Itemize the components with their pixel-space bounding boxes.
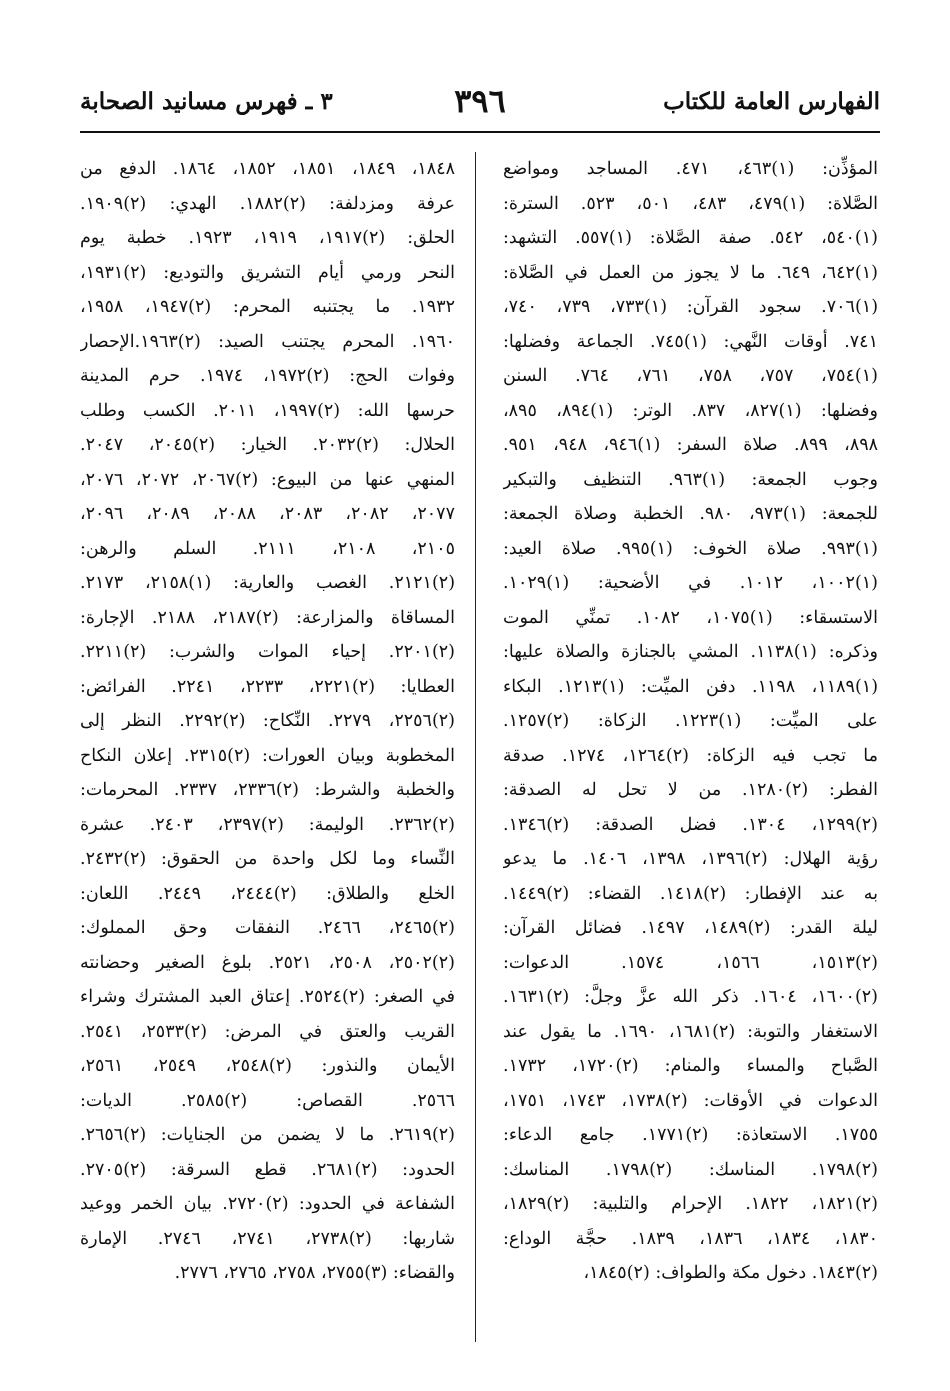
index-line: شاربها: (٢)٢٧٣٨، ٢٧٤١، ٢٧٤٦. الإمارة [80, 1228, 455, 1249]
index-line: للجمعة: (١)٩٧٣، ٩٨٠. الخطبة وصلاة الجمعة: [503, 504, 878, 524]
index-line: المؤذِّن: (١)٤٦٣، ٤٧١. المساجد ومواضع [503, 159, 878, 179]
index-line: الصَّلاة: (١)٤٧٩، ٤٨٣، ٥٠١، ٥٢٣. السترة: [503, 193, 878, 214]
index-line: (٢)٢٤٦٥، ٢٤٦٦. النفقات وحق المملوك: [80, 918, 455, 938]
header-rule [80, 131, 880, 133]
index-line: ١٧٥٥. الاستعاذة: (٢)١٧٧١. جامع الدعاء: [503, 1125, 878, 1145]
index-line: (١)١٠٠٢، ١٠١٢. في الأضحية: (١)١٠٢٩. [503, 573, 878, 593]
index-line: ١٨٣٠، ١٨٣٤، ١٨٣٦، ١٨٣٩. حجَّة الوداع: [503, 1228, 878, 1249]
index-line: الصَّباح والمساء والمنام: (٢)١٧٢٠، ١٧٣٢. [503, 1056, 878, 1076]
index-line: (٢)١٥١٣، ١٥٦٦، ١٥٧٤. الدعوات: [503, 952, 878, 973]
index-line: المنهي عنها من البيوع: (٢)٢٠٦٧، ٢٠٧٢، ٢٠٧٦، [80, 469, 455, 490]
index-line: به عند الإفطار: (٢)١٤١٨. القضاء: (٢)١٤٤٩. [503, 883, 878, 904]
index-line: ١٩٦٠. المحرم يجتنب الصيد: (٢)١٩٦٣.الإحصار [80, 331, 455, 352]
index-line: الاستسقاء: (١)١٠٧٥، ١٠٨٢. تمنِّي الموت [503, 607, 878, 628]
page-header [80, 84, 880, 126]
section-title: ٣ ـ فهرس مسانيد الصحابة [80, 88, 333, 115]
page-number: ٣٩٦ [454, 82, 506, 120]
index-line: وفوات الحج: (٢)١٩٧٢، ١٩٧٤. حرم المدينة [80, 366, 455, 386]
index-line: (٢)١٦٠٠، ١٦٠٤. ذكر الله عزَّ وجلَّ: (٢)١٦٣١. [503, 987, 878, 1007]
index-line: (٢)١٢٩٩، ١٣٠٤. فضل الصدقة: (٢)١٣٤٦. [503, 814, 878, 835]
index-line: ٢١٠٥، ٢١٠٨، ٢١١١. السلم والرهن: [80, 538, 455, 559]
index-line: ٧٤١. أوقات النَّهي: (١)٧٤٥. الجماعة وفضلها: [503, 331, 878, 352]
index-line: عرفة ومزدلفة: (٢)١٨٨٢. الهدي: (٢)١٩٠٩. [80, 193, 455, 214]
index-line: ٨٩٨، ٨٩٩. صلاة السفر: (١)٩٤٦، ٩٤٨، ٩٥١. [503, 435, 878, 455]
index-line: (٢)٢٥٠٢، ٢٥٠٨، ٢٥٢١. بلوغ الصغير وحضانته [80, 952, 455, 973]
index-line: على الميِّت: (١)١٢٢٣. الزكاة: (٢)١٢٥٧. [503, 711, 878, 731]
index-line: (١)٩٩٣. صلاة الخوف: (١)٩٩٥. صلاة العيد: [503, 538, 878, 559]
index-line: (٢)٢١٢١. الغصب والعارية: (١)٢١٥٨، ٢١٧٣. [80, 573, 455, 593]
index-line: ٢٥٦٦. القصاص: (٢)٢٥٨٥. الديات: [80, 1090, 455, 1111]
index-line: الشفاعة في الحدود: (٢)٢٧٢٠. بيان الخمر ووعيد [80, 1194, 455, 1214]
index-line: القريب والعتق في المرض: (٢)٢٥٣٣، ٢٥٤١. [80, 1021, 455, 1042]
index-line: النحر ورمي أيام التشريق والتوديع: (٢)١٩٣١، [80, 262, 455, 283]
index-line: الأيمان والنذور: (٢)٢٥٤٨، ٢٥٤٩، ٢٥٦١، [80, 1056, 455, 1076]
index-line: الاستغفار والتوبة: (٢)١٦٨١، ١٦٩٠. ما يقول عند [503, 1021, 878, 1042]
index-line: رؤية الهلال: (٢)١٣٩٦، ١٣٩٨، ١٤٠٦. ما يدعو [503, 849, 878, 869]
index-line: والقضاء: (٣)٢٧٥٥، ٢٧٥٨، ٢٧٦٥، ٢٧٧٦. [174, 1263, 455, 1283]
index-line: في الصغر: (٢)٢٥٢٤. إعتاق العبد المشترك وشراء [80, 987, 455, 1007]
index-line: الحدود: (٢)٢٦٨١. قطع السرقة: (٢)٢٧٠٥. [80, 1159, 455, 1180]
running-title: الفهارس العامة للكتاب [663, 88, 880, 115]
index-line: حرسها الله: (٢)١٩٩٧، ٢٠١١. الكسب وطلب [80, 400, 455, 421]
left-column [80, 152, 455, 1352]
index-line: الخلع والطلاق: (٢)٢٤٤٤، ٢٤٤٩. اللعان: [80, 883, 455, 904]
index-line: (١)٦٤٢، ٦٤٩. ما لا يجوز من العمل في الصَّلاة: [503, 262, 878, 283]
index-line: الحلق: (٢)١٩١٧، ١٩١٩، ١٩٢٣. خطبة يوم [80, 228, 455, 248]
index-line: المخطوبة وبيان العورات: (٢)٢٣١٥. إعلان النكاح [80, 745, 455, 766]
index-line: النِّساء وما لكل واحدة من الحقوق: (٢)٢٤٣٢. [80, 849, 455, 869]
index-line: (٢)١٨٢١، ١٨٢٢. الإحرام والتلبية: (٢)١٨٢٩، [503, 1194, 878, 1214]
index-line: (٢)٢٢٥٦، ٢٢٧٩. النِّكاح: (٢)٢٢٩٢. النظر إلى [80, 711, 455, 731]
index-line: العطايا: (٢)٢٢٢١، ٢٢٣٣، ٢٢٤١. الفرائض: [80, 676, 455, 697]
index-line: وجوب الجمعة: (١)٩٦٣. التنظيف والتبكير [503, 469, 878, 490]
index-line: ٢٠٧٧، ٢٠٨٢، ٢٠٨٣، ٢٠٨٨، ٢٠٨٩، ٢٠٩٦، [80, 504, 455, 524]
index-line: (٢)٢٦١٩. ما لا يضمن من الجنايات: (٢)٢٦٥٦. [80, 1125, 455, 1145]
index-line: والخطبة والشرط: (٢)٢٣٣٦، ٢٣٣٧. المحرمات: [80, 780, 455, 800]
index-line: وذكره: (١)١١٣٨. المشي بالجنازة والصلاة عليها: [503, 642, 878, 662]
index-line: (١)١١٨٩، ١١٩٨. دفن الميِّت: (١)١٢١٣. البكاء [503, 676, 878, 697]
column-divider [475, 152, 476, 1342]
index-line: ما تجب فيه الزكاة: (٢)١٢٦٤، ١٢٧٤. صدقة [503, 745, 878, 766]
index-line: (٢)٢٣٦٢. الوليمة: (٢)٢٣٩٧، ٢٤٠٣. عشرة [80, 814, 455, 835]
index-line: ١٨٤٨، ١٨٤٩، ١٨٥١، ١٨٥٢، ١٨٦٤. الدفع من [80, 159, 455, 179]
index-line: الحلال: (٢)٢٠٣٢. الخيار: (٢)٢٠٤٥، ٢٠٤٧. [80, 435, 455, 455]
index-line: الدعوات في الأوقات: (٢)١٧٣٨، ١٧٤٣، ١٧٥١، [503, 1090, 878, 1111]
right-column [503, 152, 878, 1352]
index-line: (١)٥٤٠، ٥٤٢. صفة الصَّلاة: (١)٥٥٧. التشهد: [503, 228, 878, 248]
index-line: (١)٧٠٦. سجود القرآن: (١)٧٣٣، ٧٣٩، ٧٤٠، [503, 297, 878, 317]
index-line: (٢)١٧٩٨. المناسك: (٢)١٧٩٨. المناسك: [503, 1159, 878, 1180]
index-line: وفضلها: (١)٨٢٧، ٨٣٧. الوتر: (١)٨٩٤، ٨٩٥، [503, 400, 878, 421]
index-line: (١)٧٥٤، ٧٥٧، ٧٥٨، ٧٦١، ٧٦٤. السنن [503, 366, 878, 386]
index-line: (٢)٢٢٠١. إحياء الموات والشرب: (٢)٢٢١١. [80, 642, 455, 662]
index-line: المساقاة والمزارعة: (٢)٢١٨٧، ٢١٨٨. الإجارة: [80, 607, 455, 628]
index-line: الفطر: (٢)١٢٨٠. من لا تحل له الصدقة: [503, 780, 878, 800]
index-line: ليلة القدر: (٢)١٤٨٩، ١٤٩٧. فضائل القرآن: [503, 918, 878, 938]
index-line: ١٩٣٢. ما يجتنبه المحرم: (٢)١٩٤٧، ١٩٥٨، [80, 297, 455, 317]
index-line: (٢)١٨٤٣. دخول مكة والطواف: (٢)١٨٤٥، [583, 1263, 878, 1283]
